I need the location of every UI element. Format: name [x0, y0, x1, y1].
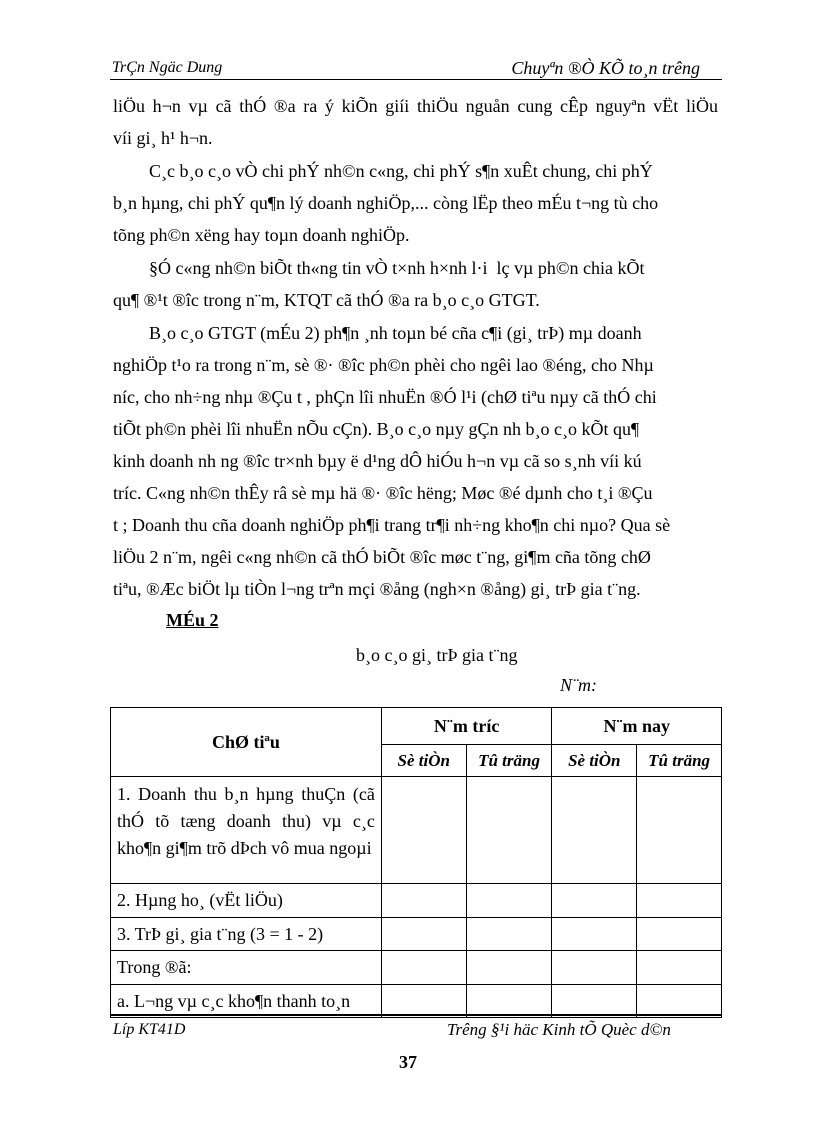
paragraph — [113, 252, 718, 316]
row-label: 3. TrÞ gi¸ gia t¨ng (3 = 1 - 2) — [111, 918, 382, 951]
cell — [552, 951, 637, 985]
text-line: B¸o c¸o GTGT (mÉu 2) ph¶n ¸nh toµn bé cña c¶i (gi¸ trÞ) mµ doanh — [113, 323, 642, 343]
cell — [466, 985, 552, 1018]
row-label: 1. Doanh thu b¸n hµng thuÇn (cã thÓ tõ tæng doanh thu) vµ c¸c kho¶n gi¶m trõ dÞch vô mua ngoµi — [111, 777, 382, 884]
cell — [637, 985, 722, 1018]
row-label: a. L¬ng vµ c¸c kho¶n thanh to¸n — [111, 985, 382, 1018]
text-line: víi gi¸ h¹ h¬n. — [113, 128, 213, 148]
paragraph — [113, 155, 718, 251]
cell — [552, 918, 637, 951]
footer-rule — [110, 1014, 722, 1016]
page-number: 37 — [399, 1052, 417, 1072]
subheader-amount: Sè tiÒn — [381, 745, 466, 777]
text-line: liÖu h¬n vµ cã thÓ ®a ra ý kiÕn giíi thiÖu nguån cung cÊp nguyªn vËt liÖu — [113, 96, 718, 116]
cell — [466, 777, 552, 884]
header-this-year: N¨m nay — [552, 708, 722, 745]
text-line: tiÕt ph©n phèi lîi nhuËn nÕu cÇn). B¸o c¸o nµy gÇn nh b¸o c¸o kÕt qu¶ — [113, 419, 640, 439]
text-line: liÖu 2 n¨m, ngêi c«ng nh©n cã thÓ biÕt ®îc møc t¨ng, gi¶m cña tõng chØ — [113, 547, 651, 567]
text-line: §Ó c«ng nh©n biÕt th«ng tin vÒ t×nh h×nh l·i lç vµ ph©n chia kÕt — [113, 258, 645, 278]
footer-class: Líp KT41D — [113, 1021, 186, 1038]
table-row — [111, 884, 722, 918]
cell — [637, 951, 722, 985]
cell — [552, 777, 637, 884]
subheader-ratio: Tû träng — [466, 745, 552, 777]
header-title: Chuyªn ®Ò KÕ to¸n trêng — [511, 58, 700, 78]
cell — [552, 884, 637, 918]
cell — [466, 951, 552, 985]
cell — [637, 918, 722, 951]
figure-label: MÉu 2 — [166, 610, 219, 630]
cell — [381, 951, 466, 985]
paragraph — [113, 317, 718, 605]
cell — [637, 884, 722, 918]
cell — [381, 884, 466, 918]
year-label: N¨m: — [560, 675, 597, 695]
cell — [381, 777, 466, 884]
text-line: C¸c b¸o c¸o vÒ chi phÝ nh©n c«ng, chi phÝ s¶n xuÊt chung, chi phÝ — [113, 161, 653, 181]
subheader-ratio: Tû träng — [637, 745, 722, 777]
cell — [381, 918, 466, 951]
table-row — [111, 918, 722, 951]
text-line: níc, cho nh÷ng nhµ ®Çu t , phÇn lîi nhuËn ®Ó l¹i (chØ tiªu nµy cã thÓ chi — [113, 387, 657, 407]
text-line: tõng ph©n xëng hay toµn doanh nghiÖp. — [113, 225, 410, 245]
text-line: t ; Doanh thu cña doanh nghiÖp ph¶i trang tr¶i nh÷ng kho¶n chi nµo? Qua sè — [113, 515, 671, 535]
value-added-table — [110, 707, 722, 1018]
text-line: tiªu, ®Æc biÖt lµ tiÒn l¬ng trªn mçi ®ång (ngh×n ®ång) gi¸ trÞ gia t¨ng. — [113, 579, 641, 599]
header-prev-year: N¨m tríc — [381, 708, 552, 745]
row-label: 2. Hµng ho¸ (vËt liÖu) — [111, 884, 382, 918]
text-line: nghiÖp t¹o ra trong n¨m, sè ®· ®îc ph©n phèi cho ngêi lao ®éng, cho Nhµ — [113, 355, 654, 375]
cell — [466, 884, 552, 918]
text-line: qu¶ ®¹t ®îc trong n¨m, KTQT cã thÓ ®a ra b¸o c¸o GTGT. — [113, 290, 540, 310]
subheader-amount: Sè tiÒn — [552, 745, 637, 777]
cell — [381, 985, 466, 1018]
table-title: b¸o c¸o gi¸ trÞ gia t¨ng — [356, 645, 518, 665]
table-row — [111, 951, 722, 985]
text-line: b¸n hµng, chi phÝ qu¶n lý doanh nghiÖp,... còng lËp theo mÉu t¬ng tù cho — [113, 193, 659, 213]
header-rule — [110, 79, 722, 80]
text-line: tríc. C«ng nh©n thÊy râ sè mµ hä ®· ®îc hëng; Møc ®é dµnh cho t¸i ®Çu — [113, 483, 653, 503]
text-line: kinh doanh nh ng ®îc tr×nh bµy ë d¹ng dÔ hiÓu h¬n vµ cã so s¸nh víi kú — [113, 451, 642, 471]
row-label: Trong ®ã: — [111, 951, 382, 985]
table-row — [111, 985, 722, 1018]
cell — [637, 777, 722, 884]
header-author: TrÇn Ngäc Dung — [112, 59, 223, 76]
cell — [466, 918, 552, 951]
paragraph — [113, 90, 718, 154]
footer-university: Trêng §¹i häc Kinh tÕ Quèc d©n — [447, 1020, 671, 1039]
cell — [552, 985, 637, 1018]
table-row — [111, 777, 722, 884]
header-indicator: ChØ tiªu — [111, 708, 382, 777]
